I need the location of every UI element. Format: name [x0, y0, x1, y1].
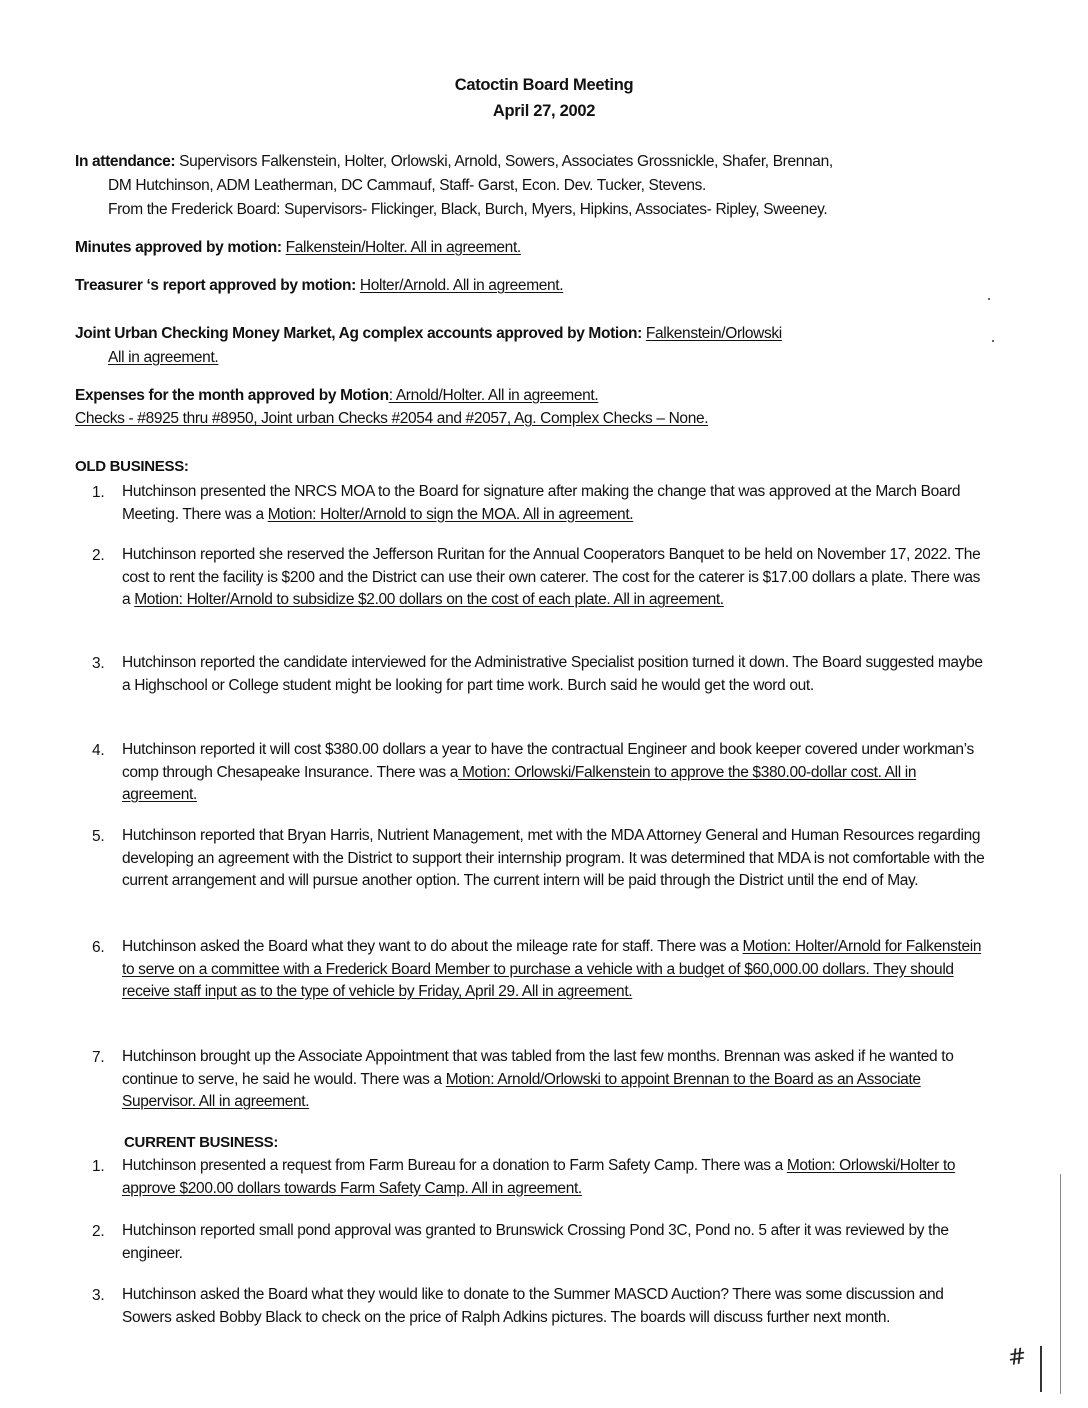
- item-body: Hutchinson presented a request from Farm Bureau for a donation to Farm Safety Camp. There was a: [122, 1157, 787, 1174]
- item-number: 5.: [92, 828, 105, 845]
- scan-speck: [992, 340, 994, 342]
- item-text: [122, 1284, 992, 1329]
- scan-edge-line: [1060, 1174, 1061, 1394]
- item-number: 3.: [92, 1287, 105, 1304]
- item-body: Hutchinson presented the NRCS MOA to the Board for signature after making the change that was approved at the March Board Meeting. There was a: [122, 483, 961, 523]
- item-number: 1.: [92, 1158, 105, 1175]
- minutes-approval: [75, 238, 521, 258]
- item-body: Hutchinson asked the Board what they want to do about the mileage rate for staff. There was a: [122, 938, 743, 955]
- attendance-line-1: [75, 152, 833, 172]
- item-number: 6.: [92, 939, 105, 956]
- old-business-heading: OLD BUSINESS:: [75, 458, 189, 475]
- checks-text: Checks - #8925 thru #8950, Joint urban Checks #2054 and #2057, Ag. Complex Checks – None.: [75, 410, 709, 427]
- item-motion: Motion: Orlowski/Holter to approve $200.00 dollars towards Farm Safety Camp. All in agreement.: [122, 1157, 956, 1197]
- item-body: Hutchinson reported it will cost $380.00 dollars a year to have the contractual Engineer and book keeper covered under workman’s comp through Chesapeake Insurance. There was a: [122, 741, 974, 781]
- expenses-label: Expenses for the month approved by Motion: [75, 387, 389, 404]
- joint-motion-2: All in agreement.: [108, 349, 219, 366]
- item-number: 2.: [92, 1223, 105, 1240]
- item-number: 4.: [92, 742, 105, 759]
- item-text: [122, 1046, 992, 1114]
- item-number: 1.: [92, 484, 105, 501]
- item-text: [122, 936, 992, 1004]
- treasurer-label: Treasurer ‘s report approved by motion:: [75, 277, 356, 294]
- item-body: Hutchinson brought up the Associate Appointment that was tabled from the last few months. Brennan was asked if he wanted to continue to serve, he said he would. There was a: [122, 1048, 954, 1088]
- scan-speck: [988, 298, 990, 300]
- treasurer-approval: [75, 276, 563, 296]
- meeting-date: April 27, 2002: [492, 102, 596, 120]
- item-text: [122, 1220, 992, 1265]
- expenses-approval: [75, 386, 598, 406]
- item-motion: Motion: Arnold/Orlowski to appoint Brennan to the Board as an Associate Supervisor. All in agreement.: [122, 1070, 921, 1110]
- item-body: Hutchinson asked the Board what they would like to donate to the Summer MASCD Auction? There was some discussion and Sowers asked Bobby Black to check on the price of Ralph Adkins pictures. The boards will discuss further next month.: [122, 1286, 944, 1326]
- attendance-line-2: DM Hutchinson, ADM Leatherman, DC Cammauf, Staff- Garst, Econ. Dev. Tucker, Stevens.: [108, 177, 707, 194]
- checks-line: [75, 409, 708, 429]
- item-text: [122, 652, 992, 697]
- attendance-label: In attendance:: [75, 153, 176, 170]
- expenses-motion: : Arnold/Holter. All in agreement.: [388, 387, 599, 404]
- item-number: 7.: [92, 1049, 105, 1066]
- item-body: Hutchinson reported small pond approval was granted to Brunswick Crossing Pond 3C, Pond no. 5 after it was reviewed by the engineer.: [122, 1222, 949, 1262]
- joint-approval-cont: [108, 348, 218, 368]
- item-text: [122, 1155, 992, 1200]
- item-body: Hutchinson reported she reserved the Jefferson Ruritan for the Annual Cooperators Banquet to be held on November 17, 2022. The cost to rent the facility is $200 and the District can use their own caterer. The cost for the caterer is $17.00 dollars a plate. There was a: [122, 546, 981, 608]
- item-body: Hutchinson reported that Bryan Harris, Nutrient Management, met with the MDA Attorney General and Human Resources regarding developing an agreement with the District to support their internship program. It was determined that MDA is not comfortable with the current arrangement and will pursue another option. The current intern will be paid through the District until the end of May.: [122, 827, 985, 889]
- item-motion: Motion: Orlowski/Falkenstein to approve the $380.00-dollar cost. All in agreement.: [122, 763, 917, 803]
- item-text: [122, 739, 992, 807]
- joint-motion: Falkenstein/Orlowski: [645, 325, 782, 342]
- treasurer-motion: Holter/Arnold. All in agreement.: [359, 277, 564, 294]
- item-number: 2.: [92, 547, 105, 564]
- item-text: [122, 544, 992, 612]
- item-text: [122, 481, 992, 526]
- document-title: Catoctin Board Meeting: [454, 76, 634, 94]
- minutes-motion: Falkenstein/Holter. All in agreement.: [285, 239, 521, 256]
- joint-approval: [75, 324, 782, 344]
- item-motion: Motion: Holter/Arnold to sign the MOA. All in agreement.: [267, 505, 634, 523]
- handwritten-page-number-stroke: [1040, 1346, 1042, 1392]
- item-text: [122, 825, 992, 893]
- handwritten-page-mark: #: [1006, 1343, 1029, 1372]
- item-number: 3.: [92, 655, 105, 672]
- current-business-heading: CURRENT BUSINESS:: [124, 1134, 279, 1151]
- item-motion: Motion: Holter/Arnold for Falkenstein to serve on a committee with a Frederick Board Member to purchase a vehicle with a budget of $60,000.00 dollars. They should receive staff input as to the type of vehicle by Friday, April 29. All in agreement.: [122, 938, 982, 1000]
- item-motion: Motion: Holter/Arnold to subsidize $2.00 dollars on the cost of each plate. All in agreement.: [134, 591, 724, 608]
- attendance-line-3: From the Frederick Board: Supervisors- Flickinger, Black, Burch, Myers, Hipkins, Associates- Ripley, Sweeney.: [108, 201, 828, 218]
- attendance-text-1: Supervisors Falkenstein, Holter, Orlowski, Arnold, Sowers, Associates Grossnickle, Shafer, Brennan,: [175, 153, 833, 170]
- minutes-label: Minutes approved by motion:: [75, 239, 282, 256]
- joint-label: Joint Urban Checking Money Market, Ag complex accounts approved by Motion:: [75, 325, 642, 342]
- item-body: Hutchinson reported the candidate interviewed for the Administrative Specialist position turned it down. The Board suggested maybe a Highschool or College student might be looking for part time work. Burch said he would get the word out.: [122, 654, 983, 694]
